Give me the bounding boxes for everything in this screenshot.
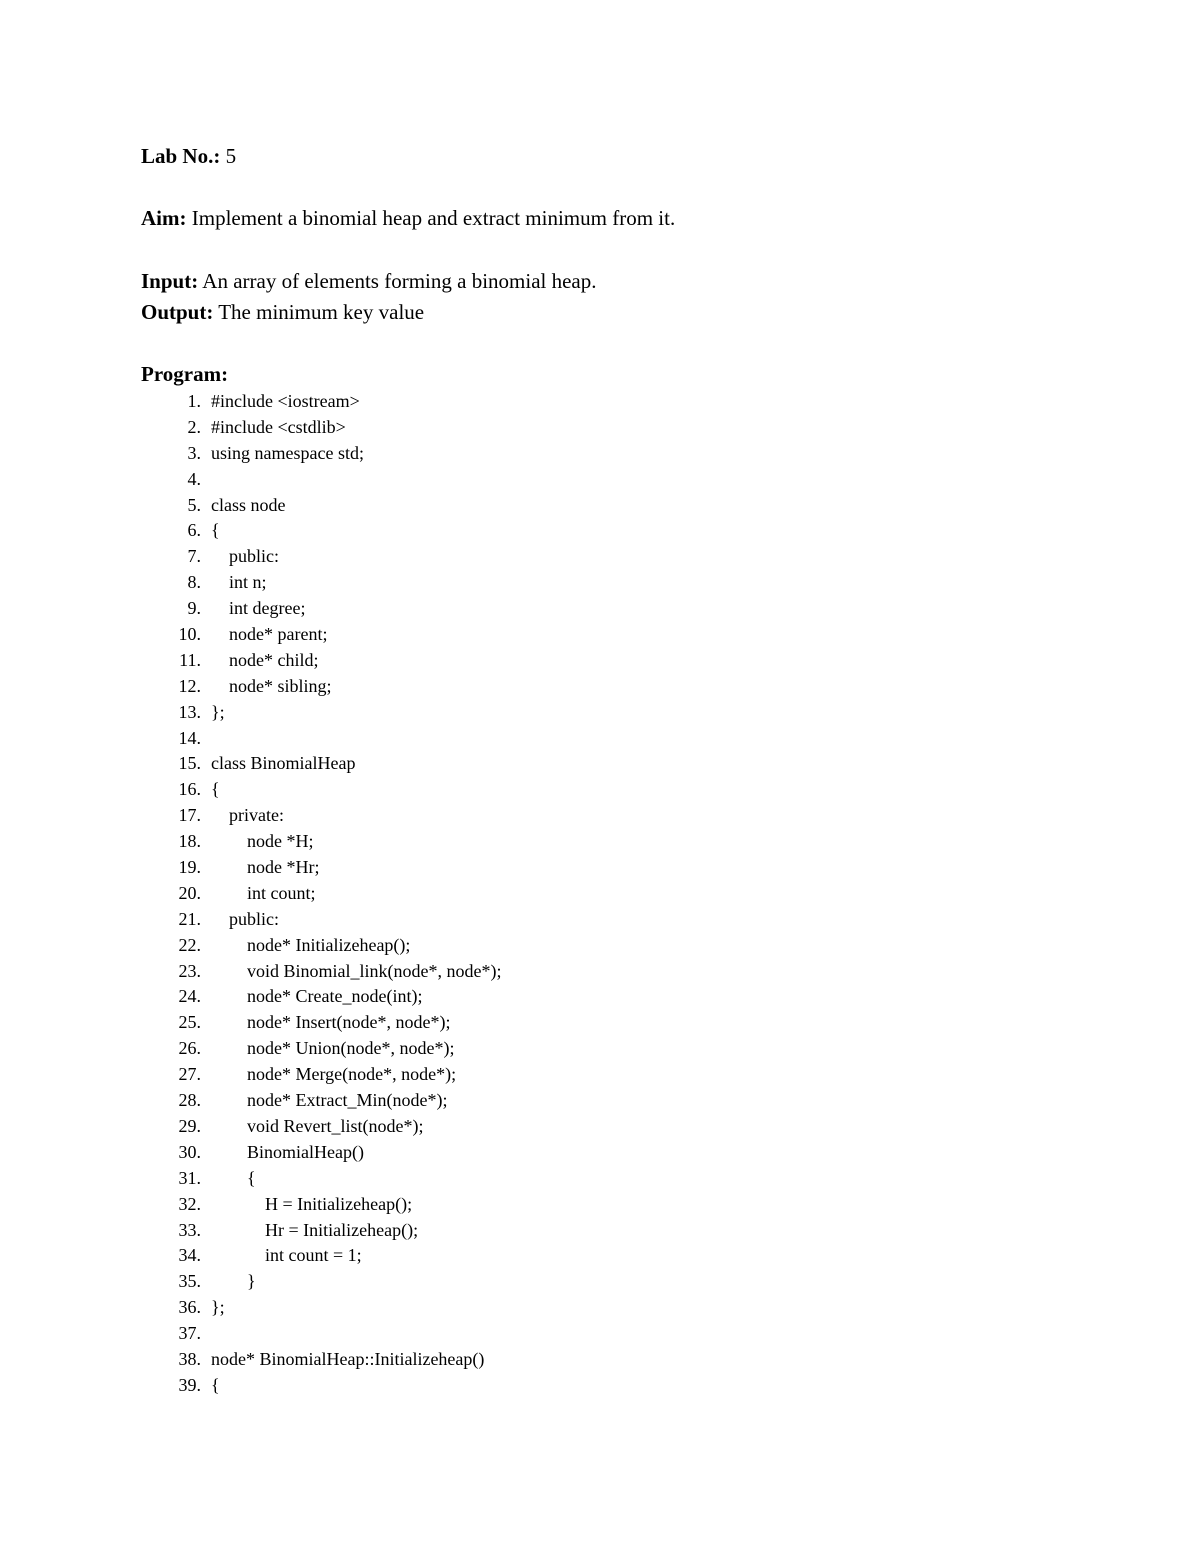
line-number: 12. [178,675,201,696]
line-number: 35. [178,1271,201,1292]
code-line [0,881,1200,907]
code-line [0,1036,1200,1062]
code-listing [0,389,1200,1399]
line-code-text: node* Merge(node*, node*); [211,1064,457,1085]
line-number: 31. [178,1167,201,1188]
line-number: 29. [178,1115,201,1136]
input-line [141,268,597,294]
line-code-text: node* sibling; [211,675,332,696]
line-number: 30. [178,1141,201,1162]
line-code-text: { [211,1374,220,1395]
code-line [0,1010,1200,1036]
line-code-text: node* parent; [211,624,328,645]
line-number: 6. [187,520,201,541]
line-number: 19. [178,857,201,878]
line-code-text: using namespace std; [211,442,364,463]
output-line [141,299,424,325]
code-line [0,1140,1200,1166]
line-number: 3. [187,442,201,463]
line-code-text: int degree; [211,598,306,619]
line-code-text: int count = 1; [211,1245,362,1266]
lab-number-line [141,143,236,169]
line-code-text: node *Hr; [211,857,320,878]
line-code-text: node* BinomialHeap::Initializeheap() [211,1348,485,1369]
code-line [0,1166,1200,1192]
line-code-text: int count; [211,882,316,903]
code-line [0,415,1200,441]
line-code-text: int n; [211,572,267,593]
lab-number-value: 5 [225,144,237,168]
line-code-text: node* Initializeheap(); [211,934,411,955]
code-line [0,622,1200,648]
code-line [0,1347,1200,1373]
line-number: 8. [187,572,201,593]
line-number: 26. [178,1038,201,1059]
code-line [0,1269,1200,1295]
code-line [0,570,1200,596]
line-code-text: } [211,1271,256,1292]
line-number: 36. [178,1297,201,1318]
code-line [0,933,1200,959]
line-number: 27. [178,1064,201,1085]
aim-value: Implement a binomial heap and extract minimum from it. [191,206,676,230]
line-code-text: node* Extract_Min(node*); [211,1090,448,1111]
line-number: 21. [178,908,201,929]
line-code-text: #include <iostream> [211,391,360,411]
input-value: An array of elements forming a binomial heap. [202,269,597,293]
line-number: 33. [178,1219,201,1240]
code-line [0,493,1200,519]
code-line [0,674,1200,700]
code-line [0,726,1200,752]
line-code-text: node* Create_node(int); [211,986,423,1007]
line-code-text: void Revert_list(node*); [211,1115,424,1136]
line-number: 37. [178,1323,201,1344]
code-line [0,959,1200,985]
code-line [0,518,1200,544]
code-line [0,441,1200,467]
line-code-text: void Binomial_link(node*, node*); [211,960,502,981]
line-number: 39. [178,1374,201,1395]
line-code-text: H = Initializeheap(); [211,1193,413,1214]
line-number: 24. [178,986,201,1007]
code-line [0,1088,1200,1114]
program-heading: Program: [141,362,229,386]
line-number: 34. [178,1245,201,1266]
line-number: 13. [178,701,201,722]
code-line [0,1321,1200,1347]
line-code-text: { [211,779,220,800]
code-line [0,751,1200,777]
line-number: 22. [178,934,201,955]
code-line [0,1373,1200,1399]
line-code-text: { [211,520,220,541]
line-code-text: class node [211,494,286,515]
code-line [0,1295,1200,1321]
line-code-text: BinomialHeap() [211,1141,364,1162]
output-value: The minimum key value [218,300,425,324]
line-number: 28. [178,1090,201,1111]
aim-line [141,205,675,231]
input-label: Input: [141,269,199,293]
code-line [0,544,1200,570]
line-number: 1. [187,391,201,411]
line-number: 10. [178,624,201,645]
line-code-text: node* child; [211,649,319,670]
code-line [0,648,1200,674]
code-line [0,1192,1200,1218]
line-number: 16. [178,779,201,800]
line-number: 38. [178,1348,201,1369]
line-number: 20. [178,882,201,903]
line-number: 17. [178,805,201,826]
line-code-text: node* Insert(node*, node*); [211,1012,451,1033]
code-line [0,803,1200,829]
line-number: 18. [178,831,201,852]
line-number: 25. [178,1012,201,1033]
code-line [0,596,1200,622]
line-number: 32. [178,1193,201,1214]
line-code-text: }; [211,1297,225,1318]
code-line [0,829,1200,855]
output-label: Output: [141,300,214,324]
line-number: 5. [187,494,201,515]
code-line [0,1114,1200,1140]
code-line [0,855,1200,881]
code-line [0,907,1200,933]
code-line [0,389,1200,415]
line-code-text: Hr = Initializeheap(); [211,1219,419,1240]
line-number: 2. [187,416,201,437]
lab-number-label: Lab No.: [141,144,221,168]
code-line [0,1062,1200,1088]
line-number: 9. [187,598,201,619]
line-code-text: class BinomialHeap [211,753,356,774]
line-code-text: node* Union(node*, node*); [211,1038,455,1059]
code-line [0,1218,1200,1244]
line-number: 23. [178,960,201,981]
code-line [0,1243,1200,1269]
line-number: 15. [178,753,201,774]
line-code-text: private: [211,805,284,826]
line-code-text: { [211,1167,256,1188]
code-line [0,467,1200,493]
line-number: 7. [187,546,201,567]
code-line [0,984,1200,1010]
aim-label: Aim: [141,206,187,230]
code-line [0,700,1200,726]
line-number: 11. [179,649,201,670]
code-line [0,777,1200,803]
line-number: 4. [187,468,201,489]
line-number: 14. [178,727,201,748]
line-code-text: public: [211,546,279,567]
line-code-text: }; [211,701,225,722]
line-code-text: node *H; [211,831,314,852]
line-code-text: public: [211,908,279,929]
line-code-text: #include <cstdlib> [211,416,346,437]
